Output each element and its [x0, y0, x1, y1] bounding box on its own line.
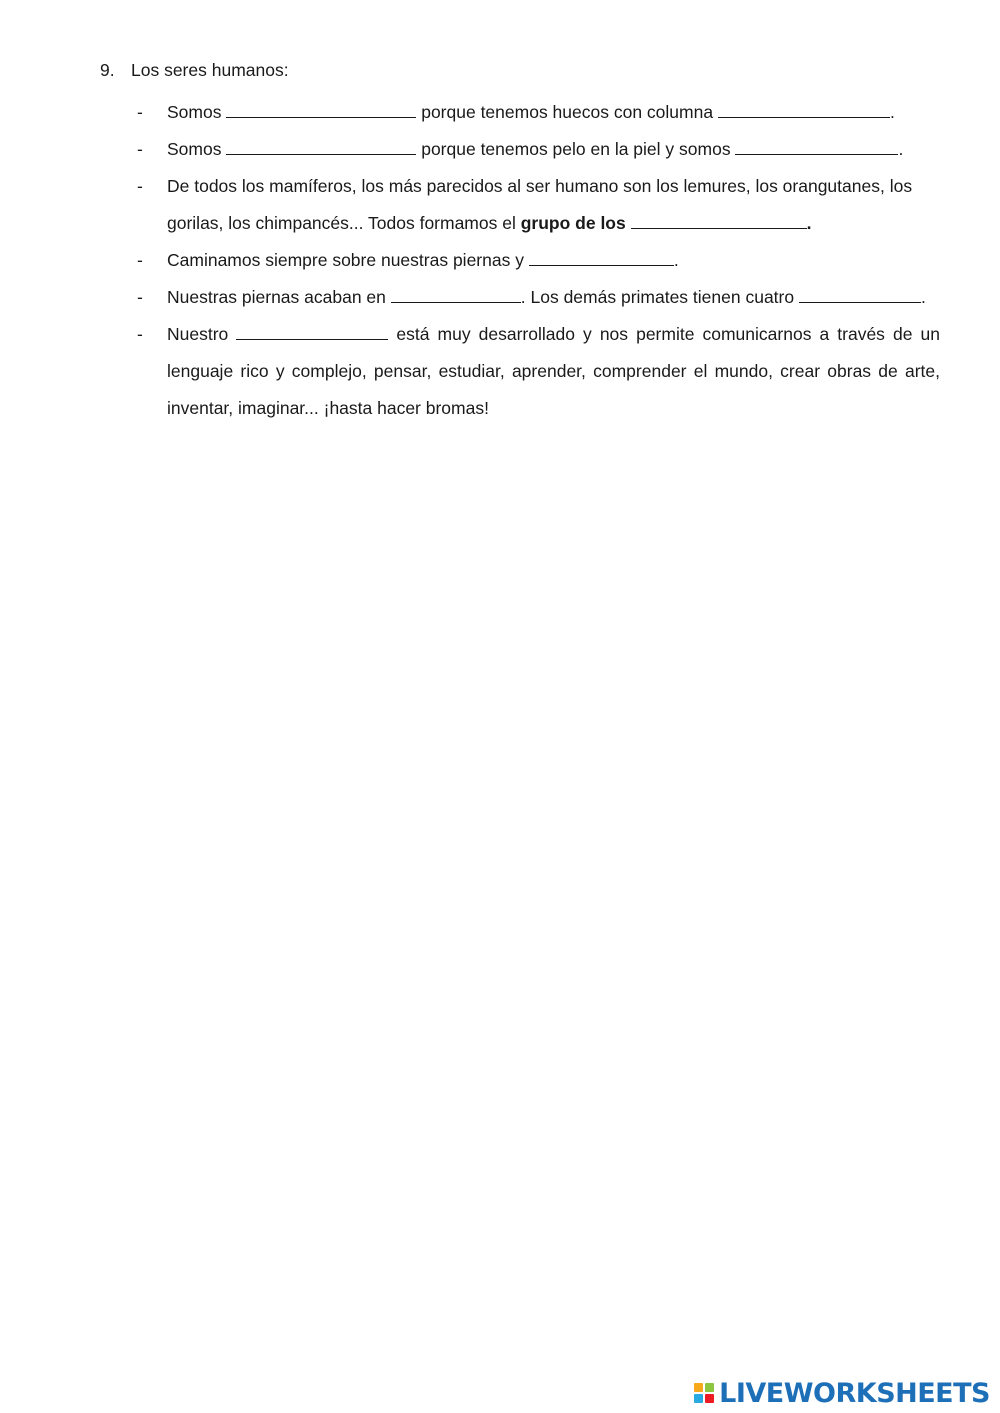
statement-paragraph	[167, 316, 940, 427]
question-heading	[100, 57, 940, 83]
text-fragment: .	[806, 213, 812, 233]
logo-square	[694, 1383, 703, 1392]
answer-blank[interactable]	[529, 250, 674, 266]
statement-text	[167, 94, 940, 131]
liveworksheets-brand[interactable]	[694, 1376, 990, 1410]
answer-blank[interactable]	[718, 102, 890, 118]
statement-4	[100, 242, 940, 279]
logo-square	[694, 1394, 703, 1403]
answer-blank[interactable]	[391, 287, 521, 303]
bullet-dash: -	[137, 250, 143, 270]
logo-square	[705, 1394, 714, 1403]
text-fragment: Nuestro	[167, 324, 229, 344]
answer-blank[interactable]	[226, 102, 416, 118]
bullet-dash: -	[137, 139, 143, 159]
answer-blank[interactable]	[735, 139, 898, 155]
text-fragment: Nuestras piernas acaban en	[167, 287, 386, 307]
text-fragment: Somos	[167, 102, 222, 122]
text-fragment: . Los demás primates tienen cuatro	[520, 287, 795, 307]
question-title: Los seres humanos:	[131, 60, 289, 80]
statement-6	[100, 316, 940, 427]
question-9	[100, 57, 940, 427]
text-fragment: está muy desarrollado y nos permite comunicarnos a través de un lenguaje rico y complejo, pensar, estudiar, aprender, comprender el mundo, crear obras de arte, inventar, imaginar... ¡hasta hacer bromas!	[167, 324, 940, 418]
statement-text	[167, 131, 940, 168]
statement-1	[100, 94, 940, 131]
statement-text	[167, 242, 940, 279]
bullet-dash: -	[137, 287, 143, 307]
text-fragment: .	[898, 139, 904, 159]
text-fragment: porque tenemos pelo en la piel y somos	[421, 139, 731, 159]
brand-text: LIVEWORKSHEETS	[719, 1377, 990, 1409]
text-fragment: .	[673, 250, 679, 270]
bold-text: grupo de los	[520, 213, 626, 233]
bold-phrase	[521, 213, 812, 233]
question-number: 9.	[100, 60, 115, 80]
text-fragment: porque tenemos huecos con columna	[421, 102, 714, 122]
answer-blank[interactable]	[799, 287, 921, 303]
statement-text	[167, 279, 940, 316]
text-fragment: .	[920, 287, 926, 307]
bullet-dash: -	[137, 324, 143, 344]
answer-blank[interactable]	[236, 324, 388, 340]
statement-2	[100, 131, 940, 168]
text-fragment: Somos	[167, 139, 222, 159]
bullet-dash: -	[137, 102, 143, 122]
liveworksheets-logo-icon	[694, 1383, 714, 1403]
answer-blank[interactable]	[631, 213, 807, 229]
statement-list	[100, 94, 940, 427]
statement-line-2	[167, 205, 940, 242]
text-fragment: gorilas, los chimpancés... Todos formamos el	[167, 213, 516, 233]
statement-3	[100, 168, 940, 242]
statement-line-1: De todos los mamíferos, los más parecidos al ser humano son los lemures, los orangutanes, los	[167, 176, 913, 196]
text-fragment: Caminamos siempre sobre nuestras piernas y	[167, 250, 524, 270]
answer-blank[interactable]	[226, 139, 416, 155]
logo-square	[705, 1383, 714, 1392]
statement-5	[100, 279, 940, 316]
text-fragment: .	[889, 102, 895, 122]
bullet-dash: -	[137, 176, 143, 196]
